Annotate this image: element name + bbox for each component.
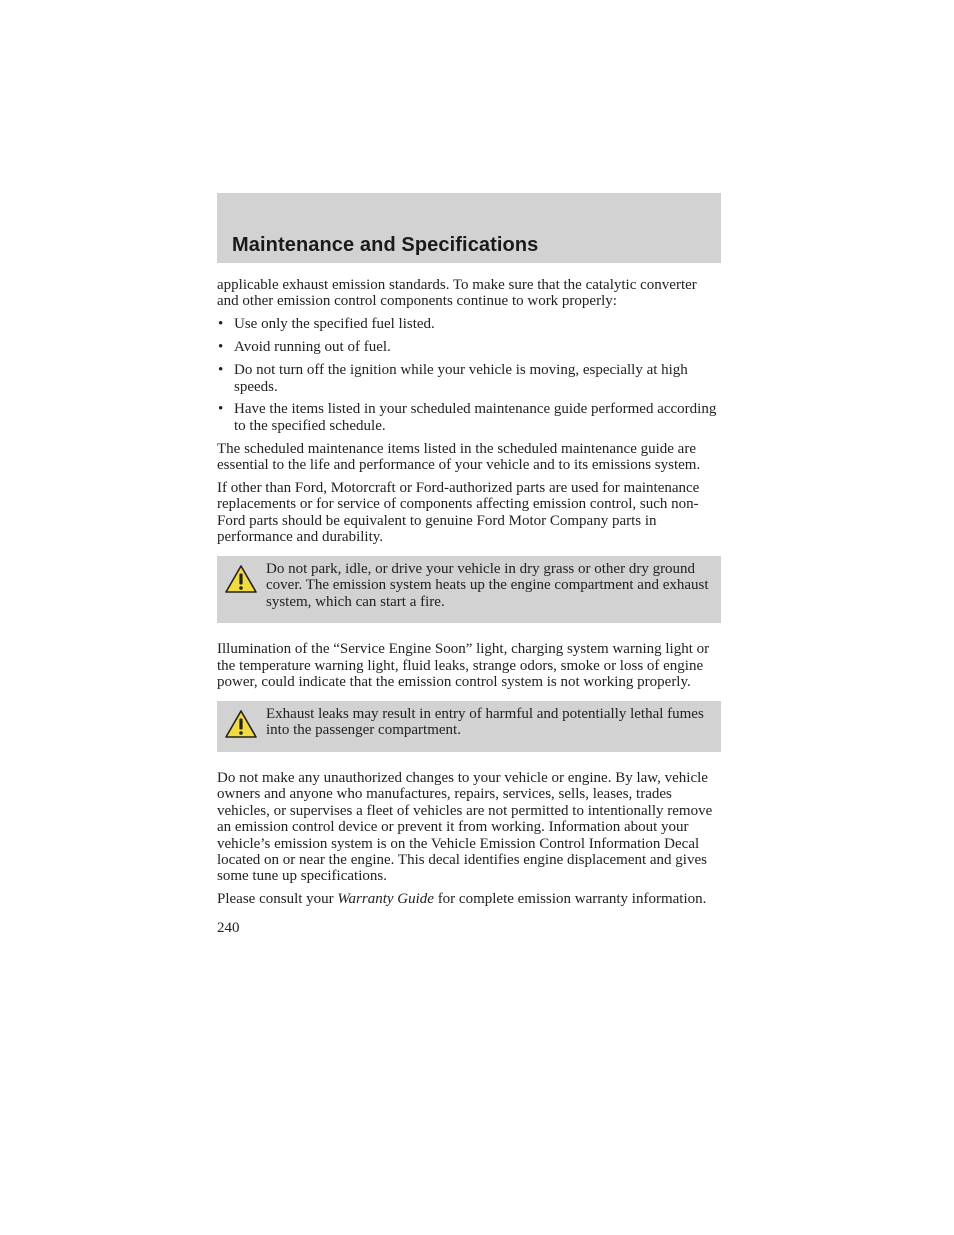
warning-triangle-icon (224, 564, 258, 594)
warning-triangle-icon (224, 709, 258, 739)
warning-text: Do not park, idle, or drive your vehicle in dry grass or other dry ground cover. The emission system heats up the engine compartment and exhaust system, which can start a fire. (266, 560, 709, 610)
list-item-text: Use only the specified fuel listed. (234, 316, 435, 333)
page-content (217, 277, 721, 936)
list-item-text: Do not turn off the ignition while your vehicle is moving, especially at high speeds. (234, 362, 688, 395)
fire-warning-box (217, 556, 721, 624)
exhaust-warning-box (217, 701, 721, 752)
header-band (217, 193, 721, 263)
warranty-guide-title: Warranty Guide (337, 891, 434, 908)
warranty-text-before: Please consult your (217, 891, 338, 908)
parts-paragraph: If other than Ford, Motorcraft or Ford-authorized parts are used for maintenance replacements or for service of components affecting emission control, such non-Ford parts should be equivalent to genuine Ford Motor Company parts in performance and durability. (217, 480, 700, 546)
warranty-paragraph (217, 891, 721, 907)
section-title: Maintenance and Specifications (232, 234, 539, 256)
bullet-icon: • (218, 362, 224, 379)
list-item (217, 401, 721, 434)
page-number: 240 (217, 919, 240, 936)
list-item (217, 316, 721, 332)
bullet-icon: • (218, 339, 224, 356)
illumination-paragraph: Illumination of the “Service Engine Soon” light, charging system warning light or the temperature warning light, fluid leaks, strange odors, smoke or loss of engine power, could indicate that the emission control system is not working properly. (217, 641, 710, 691)
maintenance-paragraph: The scheduled maintenance items listed in the scheduled maintenance guide are essential to the life and performance of your vehicle and to its emissions system. (217, 440, 701, 474)
warning-text: Exhaust leaks may result in entry of harmful and potentially lethal fumes into the passenger compartment. (266, 705, 704, 739)
bullet-icon: • (218, 401, 224, 418)
list-item-text: Avoid running out of fuel. (234, 339, 391, 356)
intro-paragraph: applicable exhaust emission standards. To make sure that the catalytic converter and other emission control components continue to work properly: (217, 277, 697, 310)
warranty-text-after: for complete emission warranty information. (433, 891, 707, 908)
list-item (217, 362, 721, 395)
unauthorized-changes-paragraph: Do not make any unauthorized changes to your vehicle or engine. By law, vehicle owners and anyone who manufactures, repairs, services, sells, leases, trades vehicles, or supervises a fleet of vehicles are not permitted to intentionally remove an emission control device or prevent it from working. Information about your vehicle’s emission system is on the Vehicle Emission Control Information Decal located on or near the engine. This decal identifies engine displacement and gives some tune up specifications. (217, 769, 713, 885)
list-item-text: Have the items listed in your scheduled maintenance guide performed according to the specified schedule. (234, 401, 717, 434)
emission-tips-list (217, 316, 721, 434)
list-item (217, 339, 721, 355)
bullet-icon: • (218, 316, 224, 333)
